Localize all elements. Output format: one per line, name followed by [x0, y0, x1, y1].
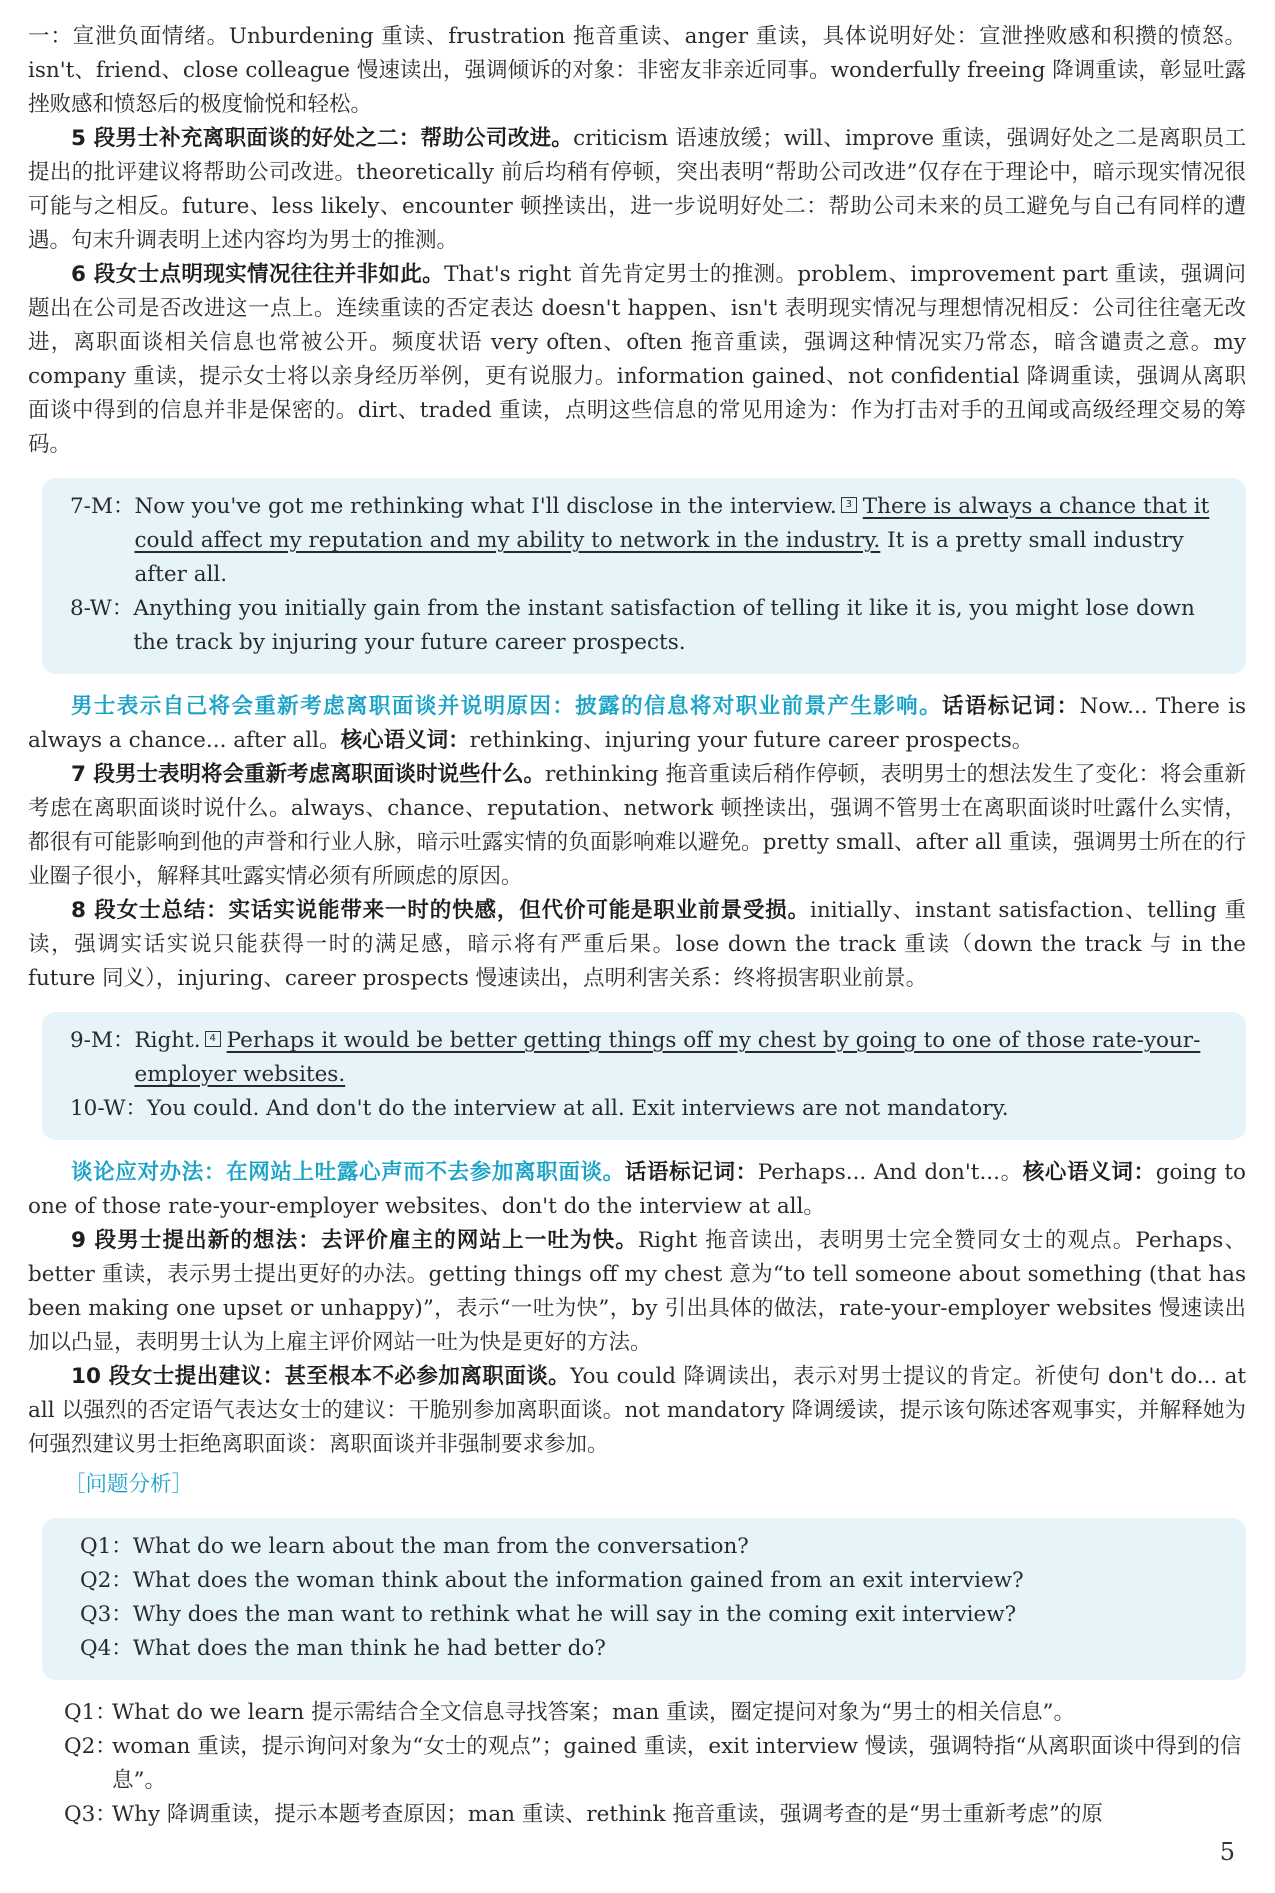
paragraph-7-heading: 7 段男士表明将会重新考虑离职面谈时说些什么。	[71, 762, 545, 787]
paragraph-6-heading: 6 段女士点明现实情况往往并非如此。	[71, 262, 445, 287]
question-number: Q4：	[80, 1636, 133, 1661]
summary-7-8	[28, 690, 1246, 758]
paragraph-5-heading: 5 段男士补充离职面谈的好处之二：帮助公司改进。	[71, 126, 574, 151]
speaker-9: 9-M：	[70, 1028, 135, 1053]
transcript-line-9	[70, 1024, 1224, 1092]
transcript-box-7-8	[42, 478, 1246, 674]
transcript-7-text: Now you've got me rethinking what I'll disclose in the interview.	[134, 494, 837, 519]
question-marker-4: 4	[205, 1031, 221, 1047]
discourse-markers: Perhaps... And don't...。	[757, 1160, 1023, 1185]
transcript-7-underlined: There is always a chance that it could affect my reputation and my ability to network in the industry.	[134, 494, 1210, 553]
discourse-markers: Now... There is always a chance... after all。	[28, 694, 1246, 753]
core-words: going to one of those rate-your-employer websites、don't do the interview at all。	[28, 1160, 1246, 1219]
question-row	[80, 1564, 1224, 1598]
core-words: rethinking、injuring your future career prospects。	[469, 728, 1034, 753]
question-marker-3: 3	[841, 497, 857, 513]
transcript-9-underlined: Perhaps it would be better getting things off my chest by going to one of those rate-your-employer websites.	[134, 1028, 1201, 1087]
question-number: Q1：	[80, 1534, 133, 1559]
question-number: Q3：	[80, 1602, 133, 1627]
paragraph-8-body: initially、instant satisfaction、telling 重读，强调实话实说只能获得一时的满足感，暗示将有严重后果。lose down the track 重读（down the track 与 in the future 同义），injuring、career prospects 慢速读出，点明利害关系：终将损害职业前景。	[28, 898, 1246, 991]
question-analysis-list	[64, 1696, 1246, 1832]
paragraph-7-body: rethinking 拖音重读后稍作停顿，表明男士的想法发生了变化：将会重新考虑在离职面谈时说什么。always、chance、reputation、network 顿挫读出，强调不管男士在离职面谈时吐露什么实情，都很有可能影响到他的声誉和行业人脉，暗示吐露实情的负面影响难以避免。pretty small、after all 重读，强调男士所在的行业圈子很小，解释其吐露实情必须有所顾虑的原因。	[28, 762, 1247, 889]
analysis-row	[64, 1696, 1246, 1730]
question-row	[80, 1530, 1224, 1564]
summary-9-10	[28, 1156, 1246, 1224]
paragraph-8	[28, 894, 1246, 996]
question-text: What does the man think he had better do?	[132, 1636, 606, 1661]
analysis-text: woman 重读，提示询问对象为“女士的观点”；gained 重读，exit interview 慢读，强调特指“从离职面谈中得到的信息”。	[112, 1734, 1242, 1793]
summary-9-10-title: 谈论应对办法：在网站上吐露心声而不去参加离职面谈。	[71, 1160, 625, 1185]
section-title-question-analysis: ［问题分析］	[64, 1472, 194, 1497]
paragraph-intro-continued: 一：宣泄负面情绪。Unburdening 重读、frustration 拖音重读、anger 重读，具体说明好处：宣泄挫败感和积攒的愤怒。isn't、friend、close colleague 慢速读出，强调倾诉的对象：非密友非亲近同事。wonderfully freeing 降调重读，彰显吐露挫败感和愤怒后的极度愉悦和轻松。	[28, 24, 1246, 117]
transcript-line-7	[70, 490, 1224, 592]
question-text: What does the woman think about the information gained from an exit interview?	[132, 1568, 1024, 1593]
summary-7-8-title: 男士表示自己将会重新考虑离职面谈并说明原因：披露的信息将对职业前景产生影响。	[71, 694, 942, 719]
page-number: 5	[1219, 1838, 1235, 1866]
question-text: Why does the man want to rethink what he will say in the coming exit interview?	[132, 1602, 1017, 1627]
questions-box	[42, 1518, 1246, 1680]
paragraph-9	[28, 1224, 1246, 1360]
analysis-row	[64, 1730, 1246, 1798]
transcript-line-8	[70, 592, 1224, 660]
transcript-8-text: Anything you initially gain from the instant satisfaction of telling it like it is, you might lose down the track by injuring your future career prospects.	[133, 596, 1195, 655]
paragraph-9-heading: 9 段男士提出新的想法：去评价雇主的网站上一吐为快。	[71, 1228, 638, 1253]
transcript-box-9-10	[42, 1012, 1246, 1140]
analysis-number: Q1：	[64, 1700, 117, 1725]
analysis-text: What do we learn 提示需结合全文信息寻找答案；man 重读，圈定提问对象为“男士的相关信息”。	[112, 1700, 1075, 1725]
discourse-marker-label: 话语标记词：	[942, 694, 1080, 719]
question-row	[80, 1632, 1224, 1666]
transcript-7-tail: It is a pretty small industry after all.	[134, 528, 1184, 587]
speaker-7: 7-M：	[70, 494, 135, 519]
page-content	[28, 20, 1246, 1832]
core-words-label: 核心语义词：	[1022, 1160, 1156, 1185]
paragraph-8-heading: 8 段女士总结：实话实说能带来一时的快感，但代价可能是职业前景受损。	[71, 898, 810, 923]
paragraph-6	[28, 258, 1246, 462]
analysis-number: Q3：	[64, 1802, 117, 1827]
speaker-8: 8-W：	[70, 596, 134, 621]
analysis-text: Why 降调重读，提示本题考查原因；man 重读、rethink 拖音重读，强调考查的是“男士重新考虑”的原	[112, 1802, 1103, 1827]
analysis-row	[64, 1798, 1246, 1832]
core-words-label: 核心语义词：	[340, 728, 470, 753]
transcript-9-text: Right.	[134, 1028, 201, 1053]
question-text: What do we learn about the man from the conversation?	[132, 1534, 749, 1559]
speaker-10: 10-W：	[70, 1096, 148, 1121]
transcript-line-10	[70, 1092, 1224, 1126]
paragraph-5	[28, 122, 1246, 258]
discourse-marker-label: 话语标记词：	[624, 1160, 758, 1185]
paragraph-6-body: That's right 首先肯定男士的推测。problem、improvement part 重读，强调问题出在公司是否改进这一点上。连续重读的否定表达 doesn't happen、isn't 表明现实情况与理想情况相反：公司往往毫无改进，离职面谈相关信息也常被公开。频度状语 very often、often 拖音重读，强调这种情况实乃常态，暗含谴责之意。my company 重读，提示女士将以亲身经历举例，更有说服力。information gained、not confidential 降调重读，强调从离职面谈中得到的信息并非是保密的。dirt、traded 重读，点明这些信息的常见用途为：作为打击对手的丑闻或高级经理交易的筹码。	[28, 262, 1247, 457]
paragraph-9-body: Right 拖音读出，表明男士完全赞同女士的观点。Perhaps、better 重读，表示男士提出更好的办法。getting things off my chest 意为“to tell someone about something (that has been making one upset or unhappy)”，表示“一吐为快”，by 引出具体的做法，rate-your-employer websites 慢速读出加以凸显，表明男士认为上雇主评价网站一吐为快是更好的方法。	[28, 1228, 1246, 1355]
paragraph-10	[28, 1360, 1246, 1462]
question-row	[80, 1598, 1224, 1632]
paragraph-10-body: You could 降调读出，表示对男士提议的肯定。祈使句 don't do... at all 以强烈的否定语气表达女士的建议：干脆别参加离职面谈。not mandatory 降调缓读，提示该句陈述客观事实，并解释她为何强烈建议男士拒绝离职面谈：离职面谈并非强制要求参加。	[28, 1364, 1246, 1457]
paragraph-7	[28, 758, 1246, 894]
transcript-10-text: You could. And don't do the interview at all. Exit interviews are not mandatory.	[147, 1096, 1009, 1121]
question-number: Q2：	[80, 1568, 133, 1593]
paragraph-10-heading: 10 段女士提出建议：甚至根本不必参加离职面谈。	[71, 1364, 571, 1389]
paragraph-5-body: criticism 语速放缓；will、improve 重读，强调好处之二是离职员工提出的批评建议将帮助公司改进。theoretically 前后均稍有停顿，突出表明“帮助公司改进”仅存在于理论中，暗示现实情况很可能与之相反。future、less likely、encounter 顿挫读出，进一步说明好处二：帮助公司未来的员工避免与自己有同样的遭遇。句末升调表明上述内容均为男士的推测。	[28, 126, 1246, 253]
analysis-number: Q2：	[64, 1734, 117, 1759]
